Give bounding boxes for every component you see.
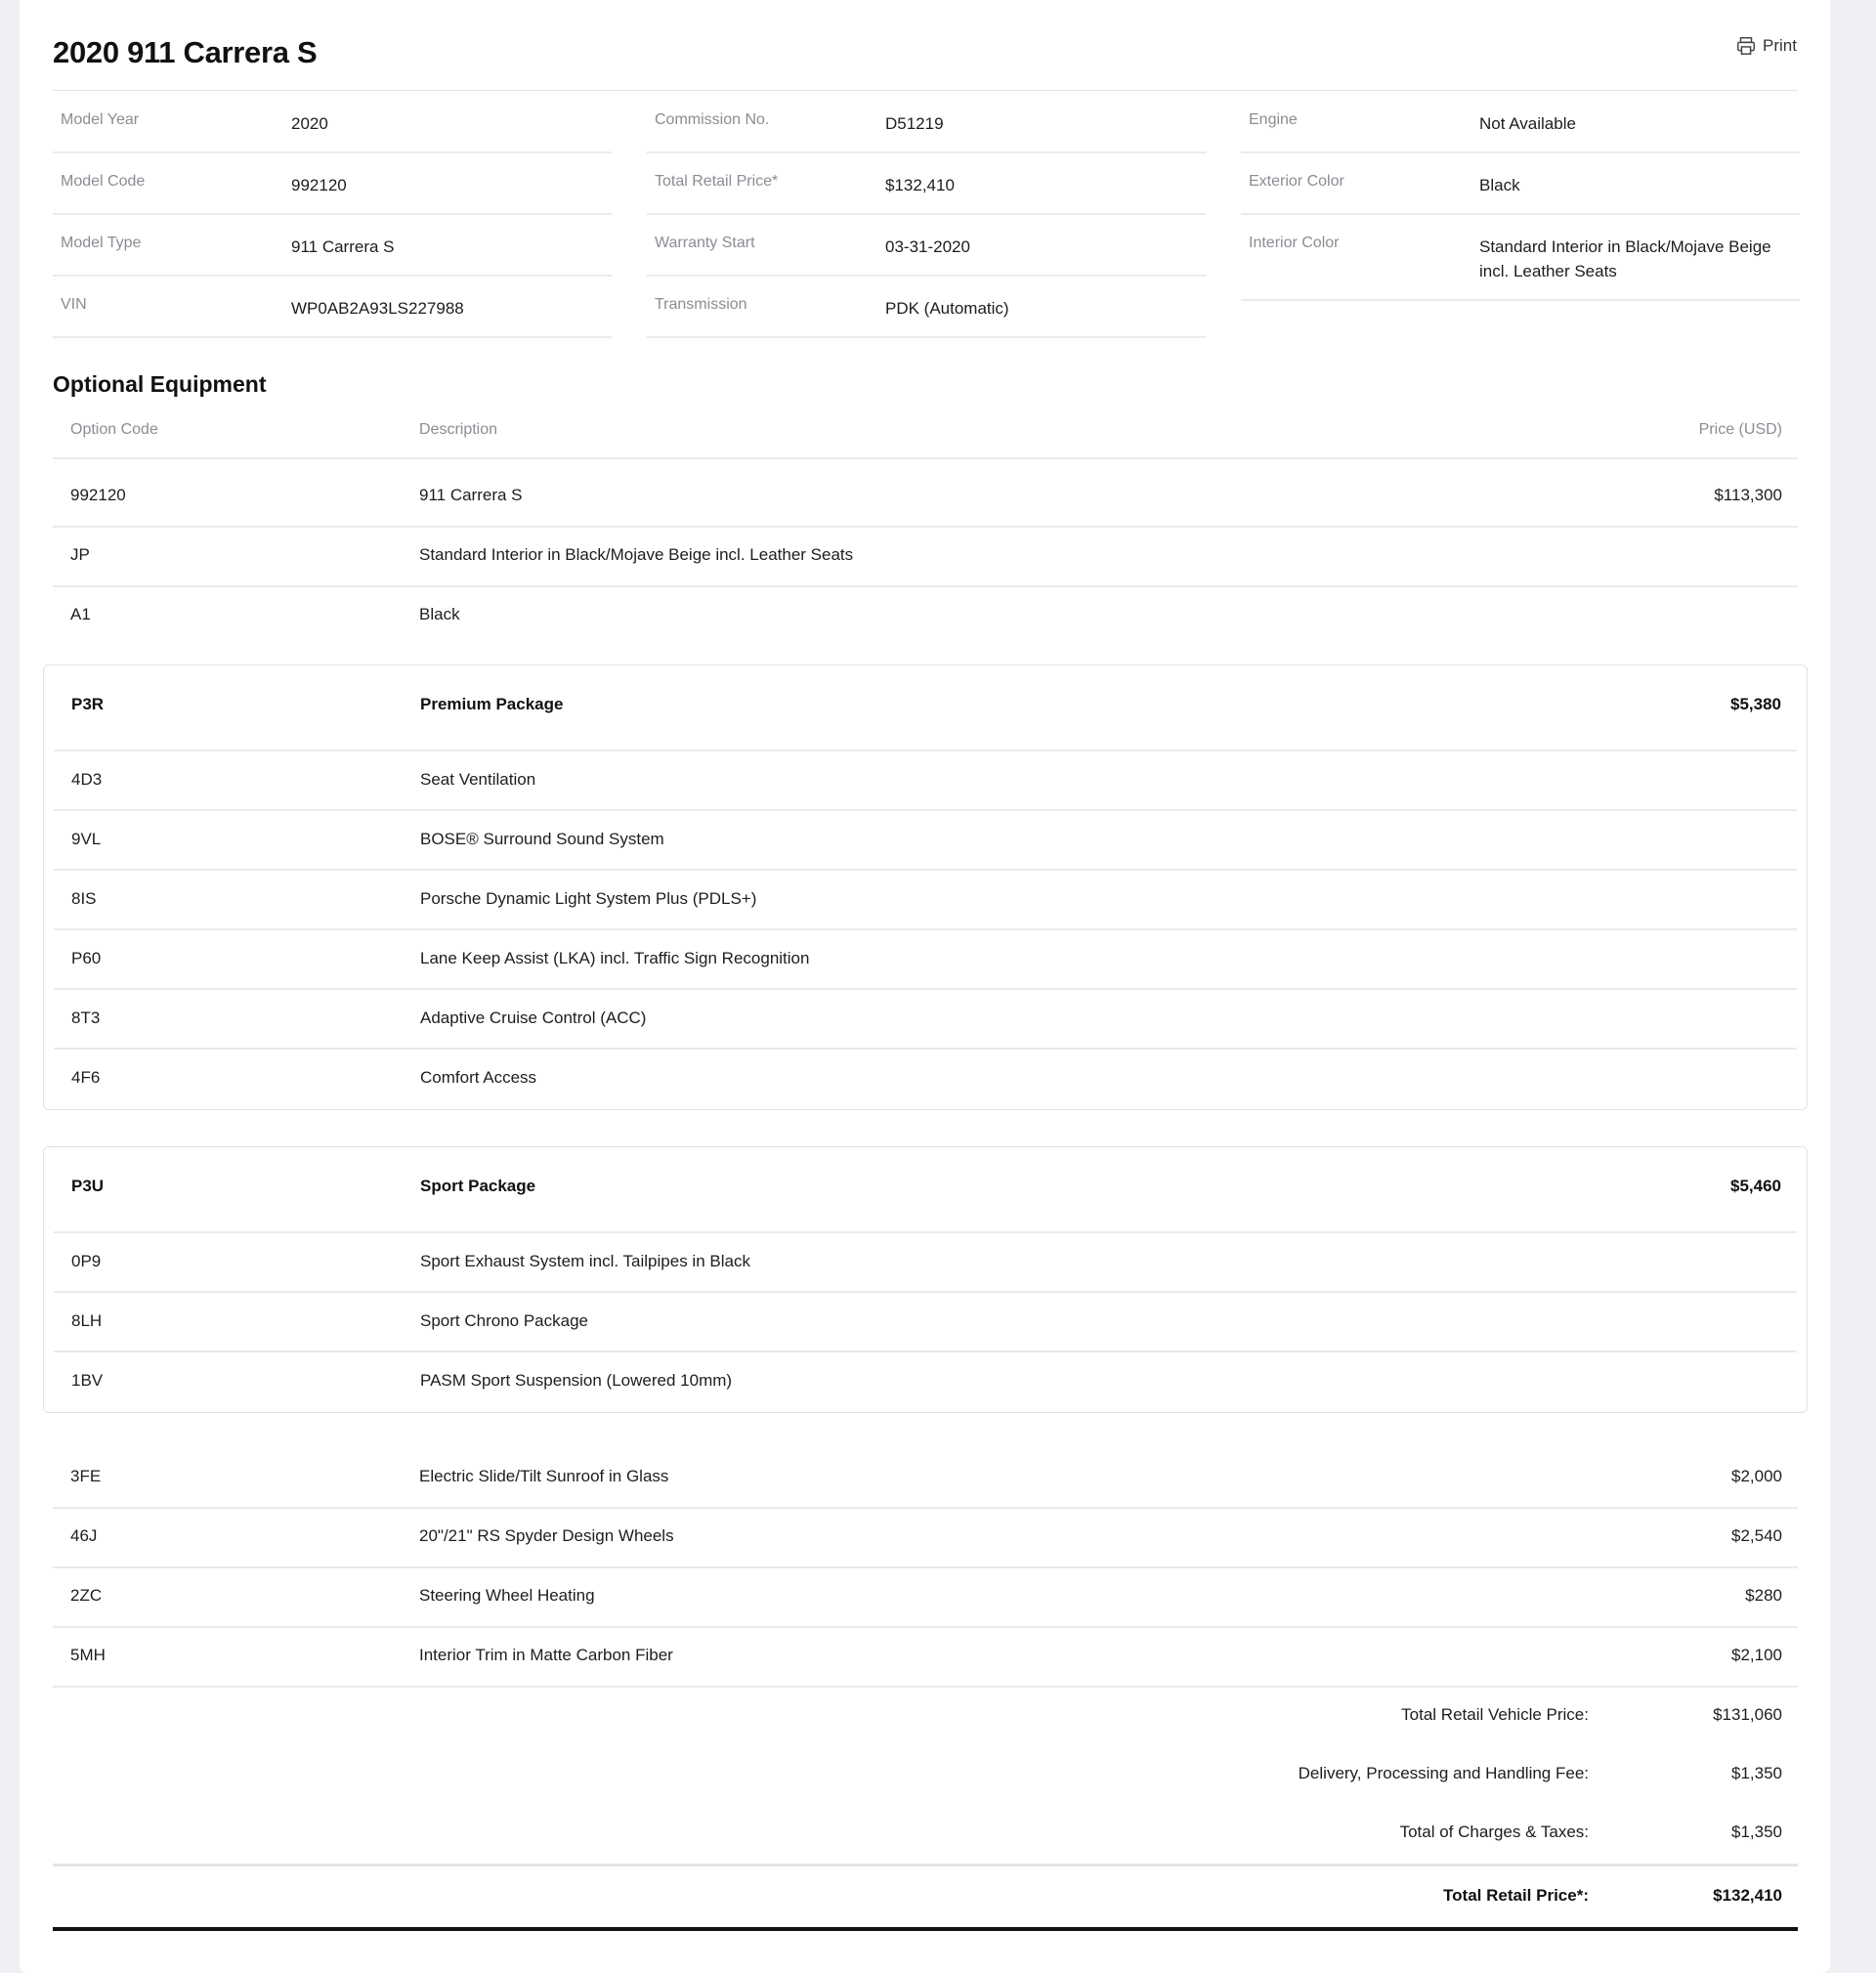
summary-label: Delivery, Processing and Handling Fee: (1298, 1764, 1589, 1782)
column-header-description: Description (419, 421, 498, 438)
table-row (53, 1628, 1798, 1688)
option-code: JP (70, 545, 90, 564)
summary-value: $131,060 (1713, 1705, 1782, 1724)
option-description: Seat Ventilation (420, 770, 536, 789)
divider (53, 1864, 1798, 1866)
option-description: 20"/21" RS Spyder Design Wheels (419, 1526, 674, 1545)
option-code: 4D3 (71, 770, 103, 789)
spec-label: Warranty Start (655, 235, 755, 251)
option-code: P60 (71, 949, 102, 967)
spec-value: Black (1479, 176, 1520, 194)
spec-label: Commission No. (655, 111, 770, 128)
spec-column-1 (53, 92, 612, 338)
spec-column-2 (647, 92, 1206, 338)
package-code: P3R (71, 695, 105, 713)
spec-value: PDK (Automatic) (885, 299, 1009, 318)
spec-label: Transmission (655, 296, 747, 313)
printer-icon (1735, 35, 1757, 57)
option-description: Standard Interior in Black/Mojave Beige incl. Leather Seats (419, 545, 854, 564)
spec-row-model-code (53, 153, 612, 215)
spec-value: 2020 (291, 114, 328, 133)
spec-label: Model Type (61, 235, 142, 251)
spec-row-warranty-start (647, 215, 1206, 277)
spec-value: 911 Carrera S (291, 237, 395, 256)
package-item (54, 811, 1797, 871)
table-row (53, 1568, 1798, 1628)
spec-row-transmission (647, 277, 1206, 338)
option-description: Porsche Dynamic Light System Plus (PDLS+) (420, 889, 757, 908)
total-label: Total Retail Price*: (1443, 1886, 1589, 1905)
package-sport (43, 1146, 1808, 1413)
option-description: Comfort Access (420, 1068, 537, 1087)
package-item (54, 1233, 1797, 1293)
package-price: $5,380 (1730, 695, 1781, 713)
option-code: A1 (70, 605, 91, 623)
package-item (54, 990, 1797, 1050)
spec-row-vin (53, 277, 612, 338)
package-name: Premium Package (420, 695, 564, 713)
spec-value: WP0AB2A93LS227988 (291, 299, 464, 318)
summary-label: Total of Charges & Taxes: (1399, 1823, 1589, 1841)
spec-row-commission-no (647, 92, 1206, 153)
summary-label: Total Retail Vehicle Price: (1401, 1705, 1589, 1724)
package-premium (43, 665, 1808, 1110)
package-header (54, 665, 1797, 751)
column-header-price: Price (USD) (1698, 421, 1782, 438)
package-code: P3U (71, 1177, 105, 1195)
option-code: 3FE (70, 1467, 102, 1485)
spec-label: VIN (61, 296, 87, 313)
spec-label: Interior Color (1249, 235, 1340, 251)
option-price: $280 (1745, 1586, 1782, 1605)
table-row (53, 528, 1798, 587)
spec-row-total-retail-price (647, 153, 1206, 215)
spec-row-model-type (53, 215, 612, 277)
package-name: Sport Package (420, 1177, 536, 1195)
package-header (54, 1147, 1797, 1233)
package-item (54, 871, 1797, 930)
table-row (53, 1449, 1798, 1509)
spec-row-model-year (53, 92, 612, 153)
option-price: $2,100 (1731, 1646, 1782, 1664)
option-code: 5MH (70, 1646, 106, 1664)
spec-label: Model Year (61, 111, 140, 128)
spec-value: $132,410 (885, 176, 955, 194)
package-item (54, 930, 1797, 990)
total-value: $132,410 (1713, 1886, 1782, 1905)
option-description: Sport Exhaust System incl. Tailpipes in Black (420, 1252, 750, 1270)
spec-value: Standard Interior in Black/Mojave Beige incl. Leather Seats (1479, 237, 1771, 280)
total-row (53, 1868, 1798, 1929)
vehicle-detail-card (20, 0, 1830, 1973)
package-item (54, 1050, 1797, 1109)
option-price: $113,300 (1714, 486, 1782, 504)
option-code: 9VL (71, 830, 102, 848)
print-button[interactable] (1735, 35, 1797, 57)
table-row (53, 587, 1798, 647)
spec-label: Model Code (61, 173, 146, 190)
summary-row (53, 1746, 1798, 1805)
section-title-optional-equipment: Optional Equipment (53, 371, 267, 397)
option-code: 8LH (71, 1311, 103, 1330)
spec-value: 03-31-2020 (885, 237, 970, 256)
option-description: 911 Carrera S (419, 486, 523, 504)
spec-row-engine (1241, 92, 1800, 153)
option-description: BOSE® Surround Sound System (420, 830, 664, 848)
package-price: $5,460 (1730, 1177, 1781, 1195)
column-header-code: Option Code (70, 421, 158, 438)
print-label: Print (1763, 36, 1797, 55)
divider (53, 1927, 1798, 1931)
option-description: Steering Wheel Heating (419, 1586, 595, 1605)
spec-value: 992120 (291, 176, 347, 194)
table-row (53, 1509, 1798, 1568)
option-price: $2,540 (1731, 1526, 1782, 1545)
summary-value: $1,350 (1731, 1764, 1782, 1782)
spec-label: Exterior Color (1249, 173, 1344, 190)
package-item (54, 751, 1797, 811)
spec-label: Total Retail Price* (655, 173, 779, 190)
page-title: 2020 911 Carrera S (53, 35, 318, 69)
spec-column-3 (1241, 92, 1800, 301)
option-code: 4F6 (71, 1068, 101, 1087)
option-description: Interior Trim in Matte Carbon Fiber (419, 1646, 673, 1664)
table-row (53, 468, 1798, 528)
package-item (54, 1352, 1797, 1412)
option-description: Lane Keep Assist (LKA) incl. Traffic Sign Recognition (420, 949, 810, 967)
option-code: 46J (70, 1526, 98, 1545)
option-code: 0P9 (71, 1252, 102, 1270)
spec-row-interior-color (1241, 215, 1800, 301)
summary-row (53, 1805, 1798, 1864)
option-description: Adaptive Cruise Control (ACC) (420, 1008, 647, 1027)
spec-value: Not Available (1479, 114, 1576, 133)
option-code: 1BV (71, 1371, 104, 1390)
option-description: Sport Chrono Package (420, 1311, 588, 1330)
option-price: $2,000 (1731, 1467, 1782, 1485)
option-description: PASM Sport Suspension (Lowered 10mm) (420, 1371, 733, 1390)
divider (53, 90, 1798, 91)
option-code: 2ZC (70, 1586, 103, 1605)
option-code: 992120 (70, 486, 126, 504)
spec-value: D51219 (885, 114, 944, 133)
option-description: Black (419, 605, 460, 623)
option-code: 8IS (71, 889, 97, 908)
spec-row-exterior-color (1241, 153, 1800, 215)
summary-row (53, 1688, 1798, 1746)
option-code: 8T3 (71, 1008, 101, 1027)
spec-label: Engine (1249, 111, 1298, 128)
equipment-table-header (53, 412, 1798, 459)
package-item (54, 1293, 1797, 1352)
summary-value: $1,350 (1731, 1823, 1782, 1841)
option-description: Electric Slide/Tilt Sunroof in Glass (419, 1467, 669, 1485)
